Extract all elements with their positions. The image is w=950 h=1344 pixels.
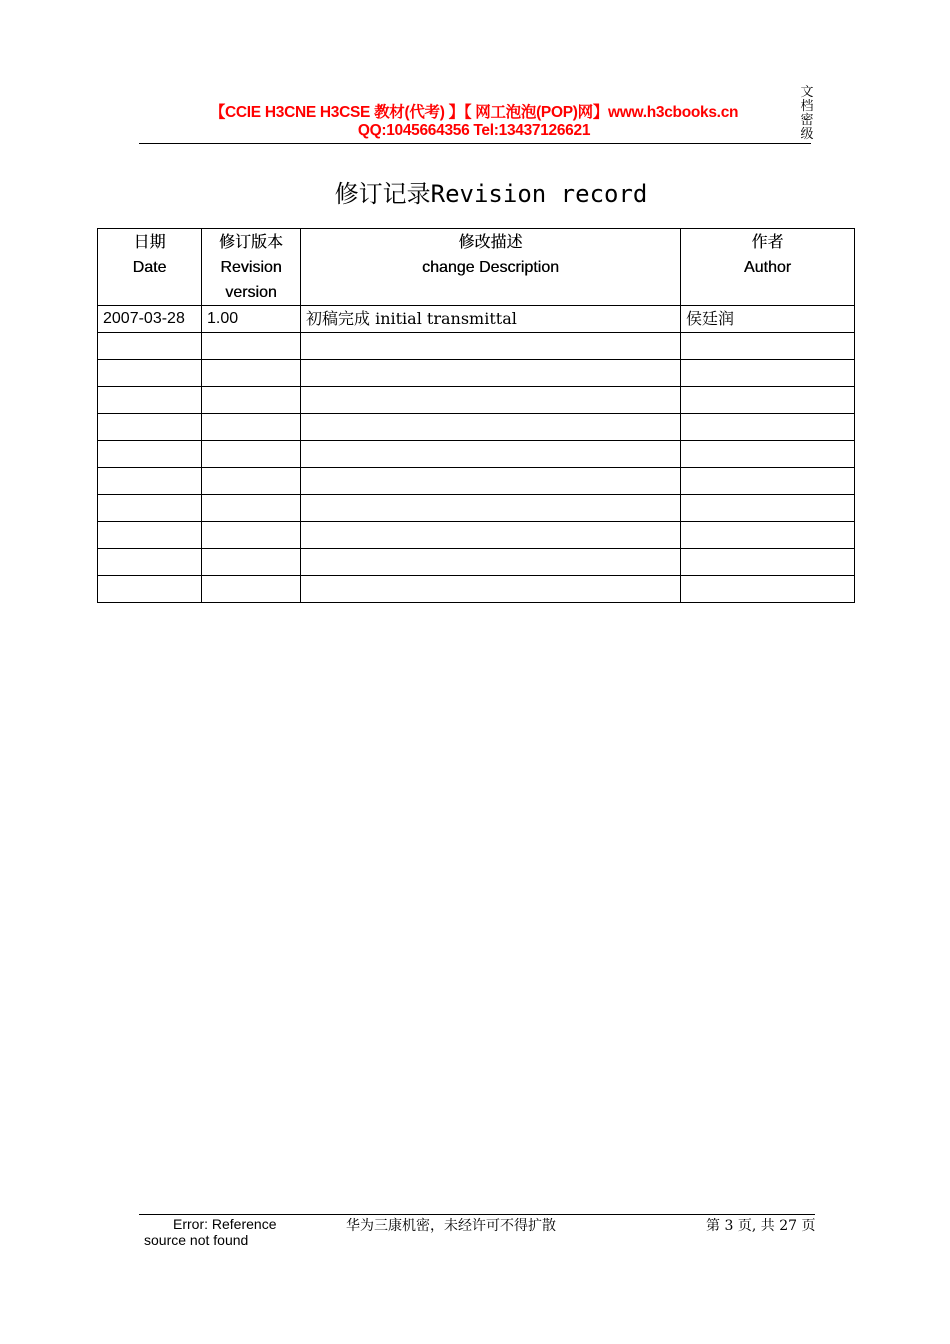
page-total: 27 xyxy=(779,1218,798,1234)
banner-line-2: QQ:1045664356 Tel:13437126621 xyxy=(357,122,591,139)
page-title: 修订记录Revision record xyxy=(334,180,648,208)
revision-cell xyxy=(202,468,301,495)
revision-cell xyxy=(202,387,301,414)
description-cell xyxy=(301,441,681,468)
date-cell xyxy=(98,549,202,576)
page-mid: 页, 共 xyxy=(737,1218,775,1234)
description-cell xyxy=(301,522,681,549)
description-cell xyxy=(301,333,681,360)
doc-class-char: 档 xyxy=(800,99,814,114)
header-description xyxy=(301,229,681,306)
date-cell xyxy=(98,522,202,549)
description-cell xyxy=(301,387,681,414)
header-revision-en: Revision version xyxy=(220,259,282,301)
table-row xyxy=(98,441,855,468)
header-author-zh: 作者 xyxy=(751,234,784,251)
table-row xyxy=(98,333,855,360)
revision-cell xyxy=(202,495,301,522)
header-banner xyxy=(139,104,809,140)
date-cell xyxy=(98,576,202,603)
page-current: 3 xyxy=(724,1218,734,1234)
footer-error-reference xyxy=(144,1216,324,1248)
header-revision-zh: 修订版本 xyxy=(218,234,283,251)
description-cell xyxy=(301,495,681,522)
author-cell xyxy=(681,576,855,603)
header-date-en: Date xyxy=(132,259,167,276)
header-description-zh: 修改描述 xyxy=(458,234,523,251)
author-cell xyxy=(681,549,855,576)
author-cell xyxy=(681,333,855,360)
header-date xyxy=(98,229,202,306)
doc-class-char: 密 xyxy=(800,113,814,128)
revision-table xyxy=(97,228,855,603)
footer-page-number xyxy=(706,1215,815,1235)
table-row xyxy=(98,522,855,549)
header-description-en: change Description xyxy=(422,259,559,276)
date-cell xyxy=(98,387,202,414)
author-cell xyxy=(681,495,855,522)
document-classification xyxy=(795,86,819,142)
header-author-en: Author xyxy=(743,259,792,276)
description-cell xyxy=(301,468,681,495)
table-row xyxy=(98,576,855,603)
footer-left-line-1: Error: Reference xyxy=(173,1216,277,1232)
revision-cell xyxy=(202,549,301,576)
date-cell: 2007-03-28 xyxy=(98,306,202,333)
doc-class-char: 级 xyxy=(800,127,814,142)
table-row xyxy=(98,387,855,414)
revision-cell: 1.00 xyxy=(202,306,301,333)
author-cell xyxy=(681,387,855,414)
author-cell xyxy=(681,414,855,441)
doc-class-char: 文 xyxy=(800,85,814,100)
table-header-row xyxy=(98,229,855,306)
revision-cell xyxy=(202,576,301,603)
date-cell xyxy=(98,333,202,360)
date-cell xyxy=(98,468,202,495)
author-cell xyxy=(681,441,855,468)
revision-cell xyxy=(202,333,301,360)
revision-cell xyxy=(202,360,301,387)
header-date-zh: 日期 xyxy=(133,234,166,251)
description-cell xyxy=(301,576,681,603)
author-cell xyxy=(681,522,855,549)
page-prefix: 第 xyxy=(706,1218,720,1234)
revision-cell xyxy=(202,522,301,549)
description-cell: 初稿完成 initial transmittal xyxy=(301,306,681,333)
author-cell xyxy=(681,468,855,495)
date-cell xyxy=(98,360,202,387)
description-cell xyxy=(301,414,681,441)
banner-line-1: 【CCIE H3CNE H3CSE 教材(代考) 】【 网工泡泡(POP)网】www.h3cbooks.cn xyxy=(209,104,739,121)
table-row xyxy=(98,306,855,333)
page-suffix: 页 xyxy=(801,1218,816,1234)
footer-confidential-notice: 华为三康机密，未经许可不得扩散 xyxy=(346,1218,556,1234)
revision-cell xyxy=(202,414,301,441)
header-divider xyxy=(139,143,811,144)
date-cell xyxy=(98,414,202,441)
date-cell xyxy=(98,441,202,468)
header-author xyxy=(681,229,855,306)
header-revision xyxy=(202,229,301,306)
table-row xyxy=(98,360,855,387)
date-cell xyxy=(98,495,202,522)
author-cell xyxy=(681,360,855,387)
footer-left-line-2: source not found xyxy=(144,1232,249,1248)
revision-cell xyxy=(202,441,301,468)
table-row xyxy=(98,468,855,495)
table-row xyxy=(98,495,855,522)
table-row xyxy=(98,414,855,441)
description-cell xyxy=(301,549,681,576)
table-row xyxy=(98,549,855,576)
author-cell: 侯廷润 xyxy=(681,306,855,333)
description-cell xyxy=(301,360,681,387)
